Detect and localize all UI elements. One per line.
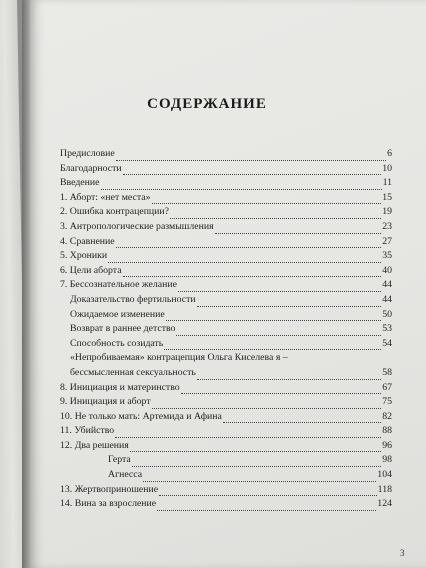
toc-entry xyxy=(60,425,392,440)
toc-entry-label: 1. Аборт: «нет места» xyxy=(60,191,151,203)
toc-dot-leader xyxy=(164,349,381,350)
toc-entry xyxy=(60,250,392,265)
toc-entry-page: 6 xyxy=(387,148,392,159)
toc-entry-page: 27 xyxy=(382,235,392,247)
toc-entry-label: 7. Бессознательное желание xyxy=(60,279,177,291)
toc-entry-page: 82 xyxy=(382,410,392,422)
toc-entry xyxy=(60,396,392,411)
toc-entry-page: 96 xyxy=(382,439,392,451)
toc-entry xyxy=(60,469,392,484)
toc-entry-label: Способность созидать xyxy=(70,337,164,349)
toc-dot-leader xyxy=(159,495,377,496)
toc-entry-page: 11 xyxy=(382,177,392,189)
toc-dot-leader xyxy=(116,247,382,248)
toc-dot-leader xyxy=(143,481,376,482)
toc-entry-label: Предисловие xyxy=(60,148,115,159)
book-page xyxy=(30,0,426,568)
page-title: СОДЕРЖАНИЕ xyxy=(147,96,267,112)
toc-entry xyxy=(60,367,392,382)
toc-entry-page: 19 xyxy=(382,206,392,218)
toc-entry-page: 44 xyxy=(382,293,392,305)
toc-entry xyxy=(60,454,392,469)
toc-dot-leader xyxy=(101,189,382,190)
toc-entry-label: Агнесса xyxy=(108,469,143,481)
toc-entry xyxy=(60,338,392,353)
toc-entry-page: 23 xyxy=(382,220,392,232)
toc-entry-page: 124 xyxy=(377,498,392,510)
toc-entry-label: 10. Не только мать: Артемида и Афина xyxy=(60,410,222,422)
toc-entry xyxy=(60,498,392,513)
toc-entry-page: 58 xyxy=(382,366,392,378)
toc-entry xyxy=(60,484,392,499)
toc-entry-page: 44 xyxy=(382,279,392,291)
toc-entry-page: 50 xyxy=(382,308,392,320)
toc-entry xyxy=(60,163,392,178)
toc-entry-label: бессмысленная сексуальность xyxy=(70,366,196,378)
toc-entry-label: Ожидаемое изменение xyxy=(70,308,165,320)
toc-dot-leader xyxy=(223,422,381,423)
toc-entry-label: «Непробиваемая» контрацепция Ольга Киселева я – xyxy=(70,352,288,364)
toc-entry-page: 10 xyxy=(382,162,392,174)
toc-entry-label: 2. Ошибка контрацепции? xyxy=(60,206,170,218)
toc-entry-page: 98 xyxy=(382,454,392,466)
toc-dot-leader xyxy=(197,379,381,380)
toc-entry-label: Введение xyxy=(60,177,100,189)
toc-entry-page: 54 xyxy=(382,337,392,349)
toc-entry-page: 75 xyxy=(382,396,392,408)
toc-entry-label: 13. Жертвоприношение xyxy=(60,483,159,495)
toc-entry-page: 104 xyxy=(377,469,392,481)
toc-entry-label: Доказательство фертильности xyxy=(70,293,196,305)
toc-dot-leader xyxy=(123,276,382,277)
table-of-contents xyxy=(60,148,392,513)
toc-entry xyxy=(60,309,392,324)
toc-dot-leader xyxy=(197,306,382,307)
toc-entry-label: 4. Сравнение xyxy=(60,235,115,247)
toc-entry xyxy=(60,440,392,455)
toc-entry xyxy=(60,221,392,236)
toc-entry-label: Возврат в раннее детство xyxy=(70,323,176,335)
toc-entry xyxy=(60,236,392,251)
toc-entry xyxy=(60,323,392,338)
toc-entry-label: 8. Инициация и материнство xyxy=(60,381,180,393)
toc-dot-leader xyxy=(181,393,382,394)
toc-dot-leader xyxy=(115,437,381,438)
toc-entry xyxy=(60,382,392,397)
toc-dot-leader xyxy=(166,320,381,321)
toc-entry-label: 12. Два решения xyxy=(60,439,129,451)
toc-entry xyxy=(60,177,392,192)
toc-entry-label: 5. Хроники xyxy=(60,250,108,262)
toc-entry-label: 11. Убийство xyxy=(60,425,115,437)
toc-dot-leader xyxy=(132,466,381,467)
toc-entry-page: 88 xyxy=(382,425,392,437)
toc-entry-label: 14. Вина за взросление xyxy=(60,498,157,510)
toc-dot-leader xyxy=(152,408,382,409)
toc-dot-leader xyxy=(170,218,381,219)
toc-dot-leader xyxy=(108,262,381,263)
toc-entry xyxy=(60,265,392,280)
toc-dot-leader xyxy=(152,203,382,204)
toc-entry xyxy=(60,411,392,426)
toc-entry-page: 67 xyxy=(382,381,392,393)
toc-entry-page: 35 xyxy=(382,250,392,262)
toc-entry-label: 6. Цели аборта xyxy=(60,264,122,276)
toc-entry-label: 3. Антропологические размышления xyxy=(60,220,214,232)
toc-dot-leader xyxy=(178,291,381,292)
toc-entry xyxy=(60,192,392,207)
toc-entry-label: Герта xyxy=(108,454,131,466)
toc-dot-leader xyxy=(176,335,381,336)
toc-dot-leader xyxy=(123,174,382,175)
toc-entry xyxy=(60,279,392,294)
toc-entry-label: 9. Инициация и аборт xyxy=(60,396,151,408)
toc-entry-page: 118 xyxy=(377,483,392,495)
toc-dot-leader xyxy=(116,160,386,161)
toc-dot-leader xyxy=(130,451,381,452)
toc-entry-label: Благодарности xyxy=(60,162,122,174)
toc-entry-page: 40 xyxy=(382,264,392,276)
toc-entry xyxy=(60,294,392,309)
toc-entry xyxy=(60,206,392,221)
toc-entry xyxy=(60,352,392,367)
toc-dot-leader xyxy=(157,510,376,511)
page-number: 3 xyxy=(400,548,405,558)
toc-dot-leader xyxy=(215,233,382,234)
toc-entry-page: 53 xyxy=(382,323,392,335)
toc-entry-page: 15 xyxy=(382,191,392,203)
toc-entry xyxy=(60,148,392,163)
